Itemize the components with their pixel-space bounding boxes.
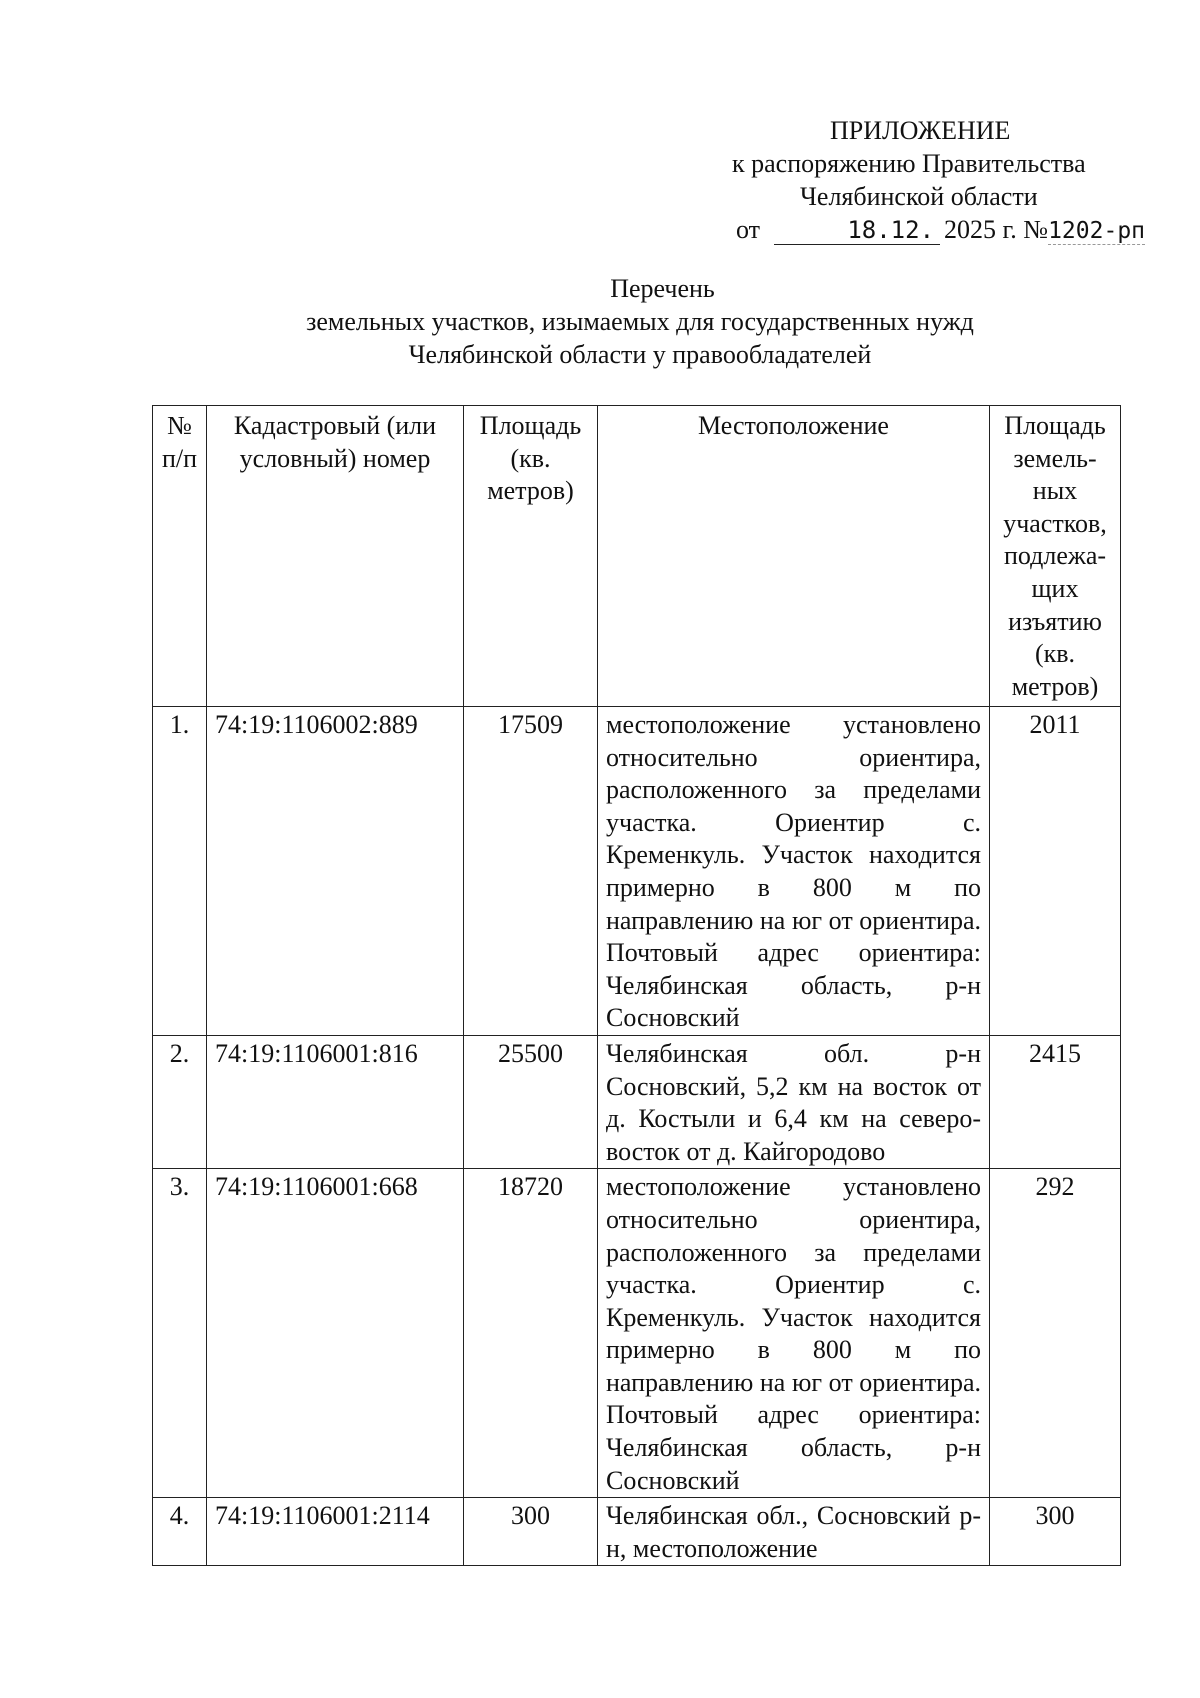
header-location: Местоположение — [598, 406, 990, 707]
row-number: 4. — [153, 1498, 207, 1566]
title-line-3: Челябинской области у правообладателей — [408, 340, 872, 369]
row-area: 25500 — [464, 1035, 598, 1168]
table-row — [153, 1498, 1121, 1566]
header-seized-area: Площадь земель-ных участков, подлежа-щих изъятию (кв. метров) — [990, 406, 1121, 707]
row-area: 300 — [464, 1498, 598, 1566]
row-seized-area: 300 — [990, 1498, 1121, 1566]
row-cadastral: 74:19:1106001:668 — [207, 1169, 464, 1498]
row-number: 3. — [153, 1169, 207, 1498]
header-cadastral: Кадастровый (или условный) номер — [207, 406, 464, 707]
decree-year: 2025 г. № — [944, 215, 1049, 244]
land-plots-table — [152, 405, 1121, 1566]
row-area: 18720 — [464, 1169, 598, 1498]
title-line-2: земельных участков, изымаемых для государственных нужд — [306, 307, 974, 336]
table-row — [153, 1035, 1121, 1168]
title-line-1: Перечень — [610, 274, 715, 303]
decree-number: 1202-рп — [1048, 218, 1146, 244]
row-location: Челябинская обл. р-н Сосновский, 5,2 км на восток от д. Костыли и 6,4 км на северо-восток от д. Кайгородово — [598, 1035, 990, 1168]
header-area: Площадь (кв. метров) — [464, 406, 598, 707]
appendix-header — [720, 114, 1146, 248]
row-seized-area: 2415 — [990, 1035, 1121, 1168]
appendix-date-line — [720, 213, 1146, 248]
row-seized-area: 292 — [990, 1169, 1121, 1498]
row-number: 2. — [153, 1035, 207, 1168]
appendix-line-decree: к распоряжению Правительства — [732, 149, 1086, 178]
appendix-title: ПРИЛОЖЕНИЕ — [830, 116, 1011, 145]
table-row — [153, 1169, 1121, 1498]
row-area: 17509 — [464, 707, 598, 1036]
decree-date: 18.12. — [774, 216, 940, 245]
document-title — [150, 272, 1130, 371]
row-cadastral: 74:19:1106001:2114 — [207, 1498, 464, 1566]
row-cadastral: 74:19:1106002:889 — [207, 707, 464, 1036]
table-header-row — [153, 406, 1121, 707]
row-location: местоположение установлено относительно ориентира, расположенного за пределами участка. Ориентир с. Кременкуль. Участок находится примерно в 800 м по направлению на юг от ориентира. Почтовый адрес ориентира: Челябинская область, р-н Сосновский — [598, 1169, 990, 1498]
appendix-line-region: Челябинской области — [800, 182, 1038, 211]
table-row — [153, 707, 1121, 1036]
row-location: местоположение установлено относительно ориентира, расположенного за пределами участка. Ориентир с. Кременкуль. Участок находится примерно в 800 м по направлению на юг от ориентира. Почтовый адрес ориентира: Челябинская область, р-н Сосновский — [598, 707, 990, 1036]
header-number: № п/п — [153, 406, 207, 707]
row-seized-area: 2011 — [990, 707, 1121, 1036]
from-label: от — [736, 215, 761, 244]
row-location: Челябинская обл., Сосновский р-н, местоположение — [598, 1498, 990, 1566]
row-cadastral: 74:19:1106001:816 — [207, 1035, 464, 1168]
row-number: 1. — [153, 707, 207, 1036]
